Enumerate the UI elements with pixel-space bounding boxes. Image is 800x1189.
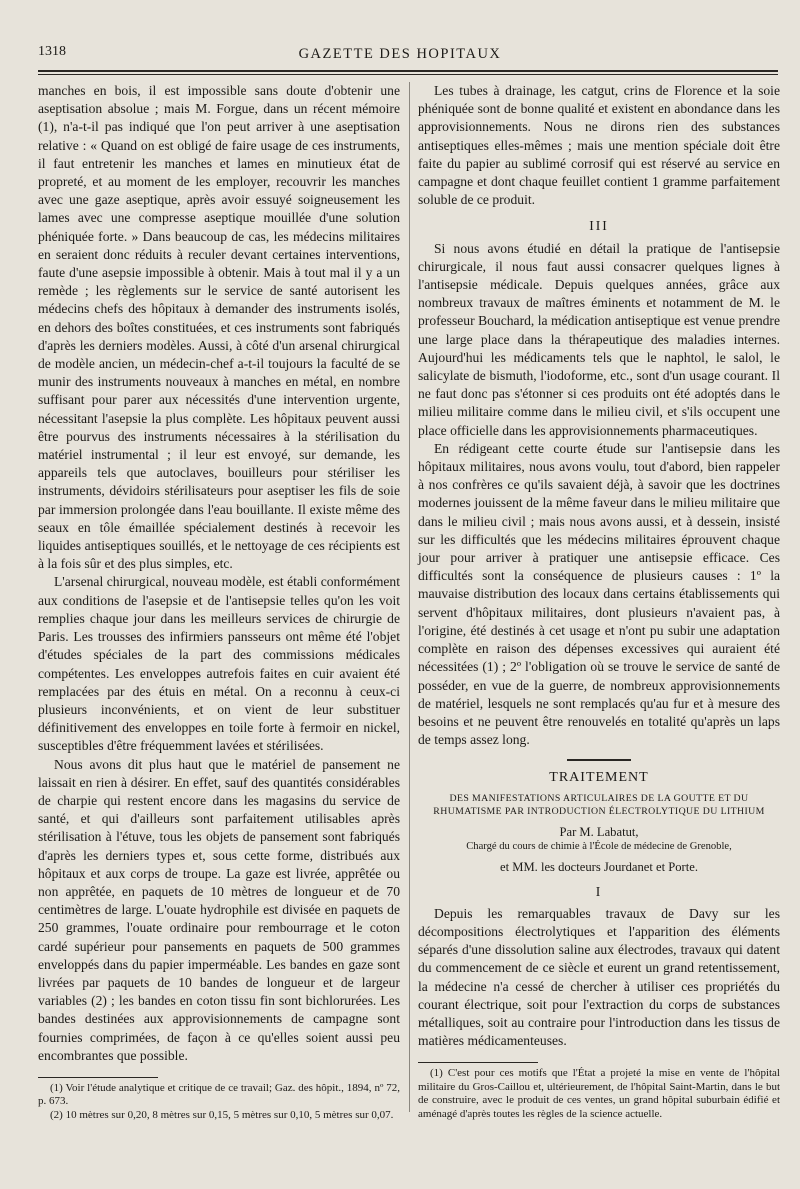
footnote-rule <box>38 1077 158 1078</box>
header-rule-thin <box>38 74 778 75</box>
section-heading: I <box>595 883 603 899</box>
footnote: (2) 10 mètres sur 0,20, 8 mètres sur 0,15, 5 mètres sur 0,10, 5 mètres sur 0,07. <box>50 1108 394 1121</box>
byline: Par M. Labatut, <box>559 824 639 839</box>
paragraph: Depuis les remarquables travaux de Davy sur les décompositions électrolytiques et l'apparition des éléments séparés d'une dissolution saline aux électrodes, travaux qui datent du commencement de ce siècle et eurent un grand retentissement, la médecine n'a cessé de chercher à utiliser ces propriétés du courant électrique, soit pour l'extraction du corps de substances métalliques, soit au contraire pour l'introduction dans les tissus de matières médicamenteuses. <box>418 905 780 1049</box>
column-divider <box>409 82 410 1112</box>
footnote: (1) Voir l'étude analytique et critique de ce travail; Gaz. des hôpit., 1894, nº 72, p. 673. <box>38 1081 400 1108</box>
paragraph: Si nous avons étudié en détail la pratique de l'antisepsie chirurgicale, il nous faut aussi consacrer quelques lignes à l'antisepsie médicale. Depuis quelques années, grâce aux nombreux travaux de maîtres éminents et notamment de M. le professeur Bouchard, la médication antiseptique est venue prendre une large place dans la thérapeutique des maladies internes. Aujourd'hui les médicaments tels que le naphtol, le salol, le salicylate de bismuth, l'iodoforme, etc., sont d'un usage courant. Il ne faut donc pas s'étonner si ces produits ont été adoptés dans le milieu militaire comme dans le milieu civil, et s'ils occupent une place officielle dans les approvisionnements pharmaceutiques. <box>418 240 780 438</box>
section-heading: III <box>589 218 609 234</box>
running-title: GAZETTE DES HOPITAUX <box>298 46 502 62</box>
paragraph: Les tubes à drainage, les catgut, crins de Florence et la soie phéniquée sont de bonne qualité et existent en abondance dans les approvisionnements. Nous ne dirons rien des substances antiseptiques elles-mêmes ; mais une mention spéciale doit être faite du papier au sublimé corrosif qui est réservé au service en campagne et dont chaque feuillet contient 1 gramme parfaitement soluble de ce produit. <box>418 83 780 208</box>
article-subtitle: DES MANIFESTATIONS ARTICULAIRES DE LA GOUTTE ET DU RHUMATISME PAR INTRODUCTION ÉLECTROLYTIQUE DU LITHIUM <box>433 792 765 817</box>
page-number: 1318 <box>38 44 66 59</box>
paragraph: Nous avons dit plus haut que le matériel de pansement ne laissait en rien à désirer. En effet, sauf des quantités considérables de charpie qui restent encore dans les magasins du service de santé, et qui d'ailleurs sont parfaitement utilisables après stérilisation à l'étuve, tous les objets de pansement sont fabriqués d'après les derniers types et, sous cette forme, distribués aux hôpitaux et aux corps de troupe. La gaze est livrée, apprêtée ou non apprêtée, en paquets de 10 mètres de longueur et de 70 centimètres de large. L'ouate hydrophile est divisée en paquets de 250 grammes, l'ouate ordinaire pour rembourrage et le coton cardé supérieur pour pansements en paquets de 500 grammes enveloppés dans du papier imperméable. Les bandes en gaze sont livrées par paquets de 10 bandes de longueur et de largeur variables (2) ; les bandes en coton tissu fin sont bichlorurées. Les bandes destinées aux approvisionnements de campagne sont fournies comprimées, de façon à ce qu'elles soient aussi peu encombrantes que possible. <box>38 756 400 1063</box>
footnote-rule <box>418 1062 538 1063</box>
byline: et MM. les docteurs Jourdanet et Porte. <box>500 859 698 874</box>
article-title: TRAITEMENT <box>549 770 649 786</box>
article-separator <box>567 759 631 761</box>
left-column <box>38 82 400 1122</box>
footnote: (1) C'est pour ces motifs que l'État a projeté la mise en vente de l'hôpital militaire du Gros-Caillou et, ultérieurement, de l'hôpital Saint-Martin, dans le but de construire, avec le produit de ces ventes, un grand hôpital suburbain édifié et aménagé d'après toutes les règles de la science actuelle. <box>418 1067 780 1120</box>
right-column <box>418 82 780 1121</box>
paragraph: L'arsenal chirurgical, nouveau modèle, est établi conformément aux conditions de l'asepsie et de l'antisepsie telles qu'on les voit remplies chaque jour dans les meilleurs services de chirurgie de Paris. Les trousses des infirmiers pansseurs ont même été l'objet d'études spéciales de la part des commissions médicales compétentes. Les enveloppes autrefois faites en cuir avaient été remplacées par des étuis en métal. On a reconnu à ceux-ci plusieurs inconvénients, et on vient de leur substituer définitivement des enveloppes en toile forte à fermoir en nickel, susceptibles d'être fréquemment lavées et stérilisées. <box>38 574 400 754</box>
header-rule <box>38 70 778 72</box>
affiliation: Chargé du cours de chimie à l'École de médecine de Grenoble, <box>466 840 732 852</box>
paragraph: manches en bois, il est impossible sans doute d'obtenir une aseptisation absolue ; mais M. Forgue, dans un récent mémoire (1), n'a-t-il pas indiqué que l'on peut arriver à une aseptisation relative : « Quand on est obligé de faire usage de ces instruments, il faut entretenir les manches et lames en minutieux état de propreté, et au moment de les employer, recouvrir les manches avec une gaze aseptique, après avoir essuyé soigneusement les lames avec une compresse aseptique mouillée d'une solution phéniquée forte. » Dans beaucoup de cas, les médecins militaires en seraient donc réduits à reculer devant certaines interventions, faute d'une asepsie impossible à obtenir. Mais à tout mal il y a un remède ; les règlements sur le service de santé autorisent les médecins chefs des hôpitaux à demander des instruments isolés, en dehors des boîtes constituées, et ces instruments sont fabriqués d'après les derniers modèles. Aussi, à côté d'un arsenal chirurgical de modèle ancien, un médecin-chef a-t-il toujours la faculté de se munir des instruments nouveaux à manches en métal, en nombre suffisant pour parer aux nécessités d'une intervention urgente, nécessitant l'asepsie la plus complète. Les hôpitaux peuvent aussi être pourvus des instruments nécessaires à la stérilisation du matériel instrumental ; il leur est envoyé, sur demande, les appareils tels que autoclaves, bouilleurs pour stériliser les instruments, dévidoirs stérilisateurs pour aseptiser les fils de soie par immersion prolongée dans l'eau bouillante. Il existe même des seaux en tôle émaillée spécialement destinés à recevoir les liquides antiseptiques souillés, et le nettoyage de ces récipients est à la fois sûr et des plus simples, etc. <box>38 83 400 572</box>
paragraph: En rédigeant cette courte étude sur l'antisepsie dans les hôpitaux militaires, nous avons voulu, tout d'abord, bien rappeler à nos confrères ce qu'ils savaient déjà, à savoir que les doctrines modernes jouissent de la même faveur dans le milieu militaire que dans le milieu civil ; mais nous avons aussi, et à dessein, insisté sur les difficultés que les médecins militaires éprouvent chaque jour pour arriver à pratiquer une antisepsie efficace. Ces difficultés sont la conséquence de plusieurs causes : 1º la mauvaise distribution des locaux dans certains établissements qui servent d'hôpitaux militaires, dont plusieurs n'avaient pas, à l'origine, été destinés à cet usage et n'ont pu subir une adaptation complète en raison des dépenses excessives qui auraient été nécessitées (1) ; 2º l'obligation où se trouve le service de santé de posséder, en vue de la guerre, de nombreux approvisionnements de matériel, lesquels ne sont remplacés qu'au fur et à mesure des besoins et ne peuvent être renouvelés en totalité qu'après un laps de temps assez long. <box>418 440 780 748</box>
